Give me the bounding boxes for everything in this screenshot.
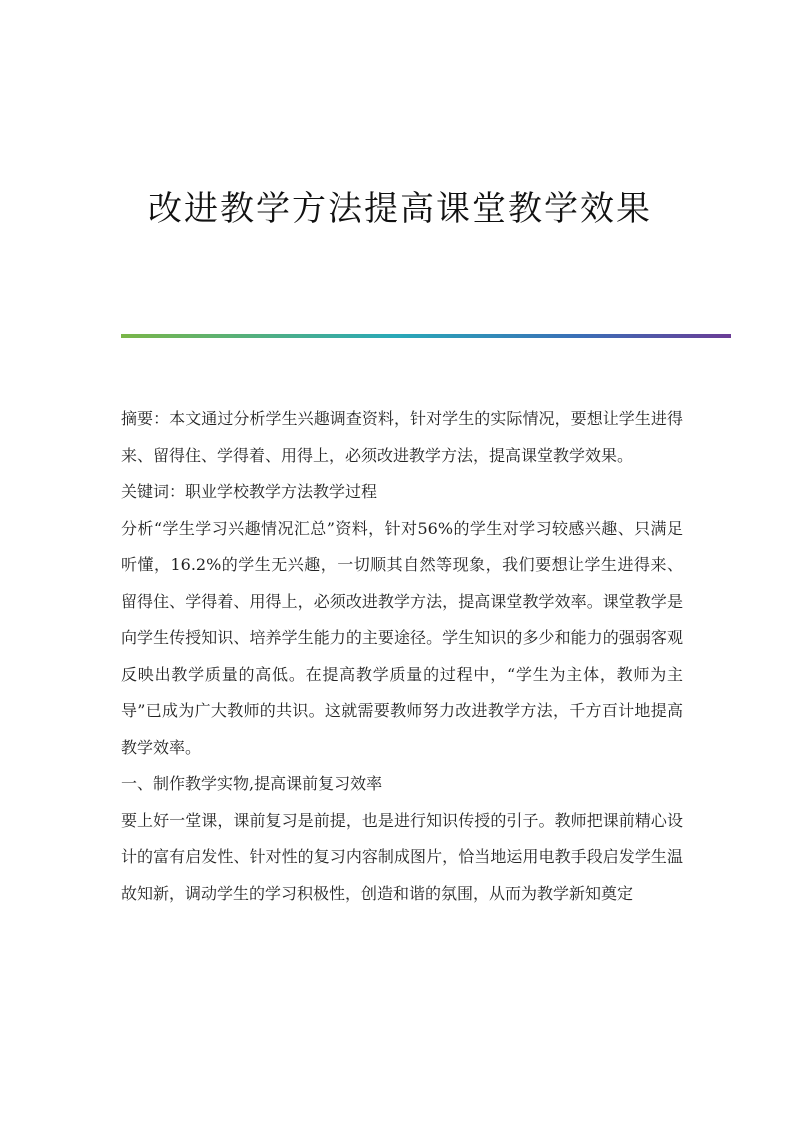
section-heading: 一、制作教学实物,提高课前复习效率 (121, 774, 383, 793)
document-body (121, 401, 683, 912)
intro-paragraph: 分析“学生学习兴趣情况汇总”资料，针对56%的学生对学习较感兴趣、只满足听懂，16.2%的学生无兴趣，一切顺其自然等现象，我们要想让学生进得来、留得住、学得着、用得上，必须改进教学方法，提高课堂教学效率。课堂教学是向学生传授知识、培养学生能力的主要途径。学生知识的多少和能力的强弱客观反映出教学质量的高低。在提高教学质量的过程中，“学生为主体，教师为主导”已成为广大教师的共识。这就需要教师努力改进教学方法，千方百计地提高教学效率。 (121, 518, 683, 757)
keywords-paragraph: 关键词：职业学校教学方法教学过程 (121, 482, 378, 501)
abstract-paragraph: 摘要：本文通过分析学生兴趣调查资料，针对学生的实际情况，要想让学生进得来、留得住、学得着、用得上，必须改进教学方法，提高课堂教学效果。 (121, 409, 683, 465)
document-title: 改进教学方法提高课堂教学效果 (148, 189, 652, 229)
title-divider (121, 334, 731, 338)
section-paragraph: 要上好一堂课，课前复习是前提，也是进行知识传授的引子。教师把课前精心设计的富有启发性、针对性的复习内容制成图片，恰当地运用电教手段启发学生温故知新，调动学生的学习积极性，创造和谐的氛围，从而为教学新知奠定 (121, 810, 683, 903)
